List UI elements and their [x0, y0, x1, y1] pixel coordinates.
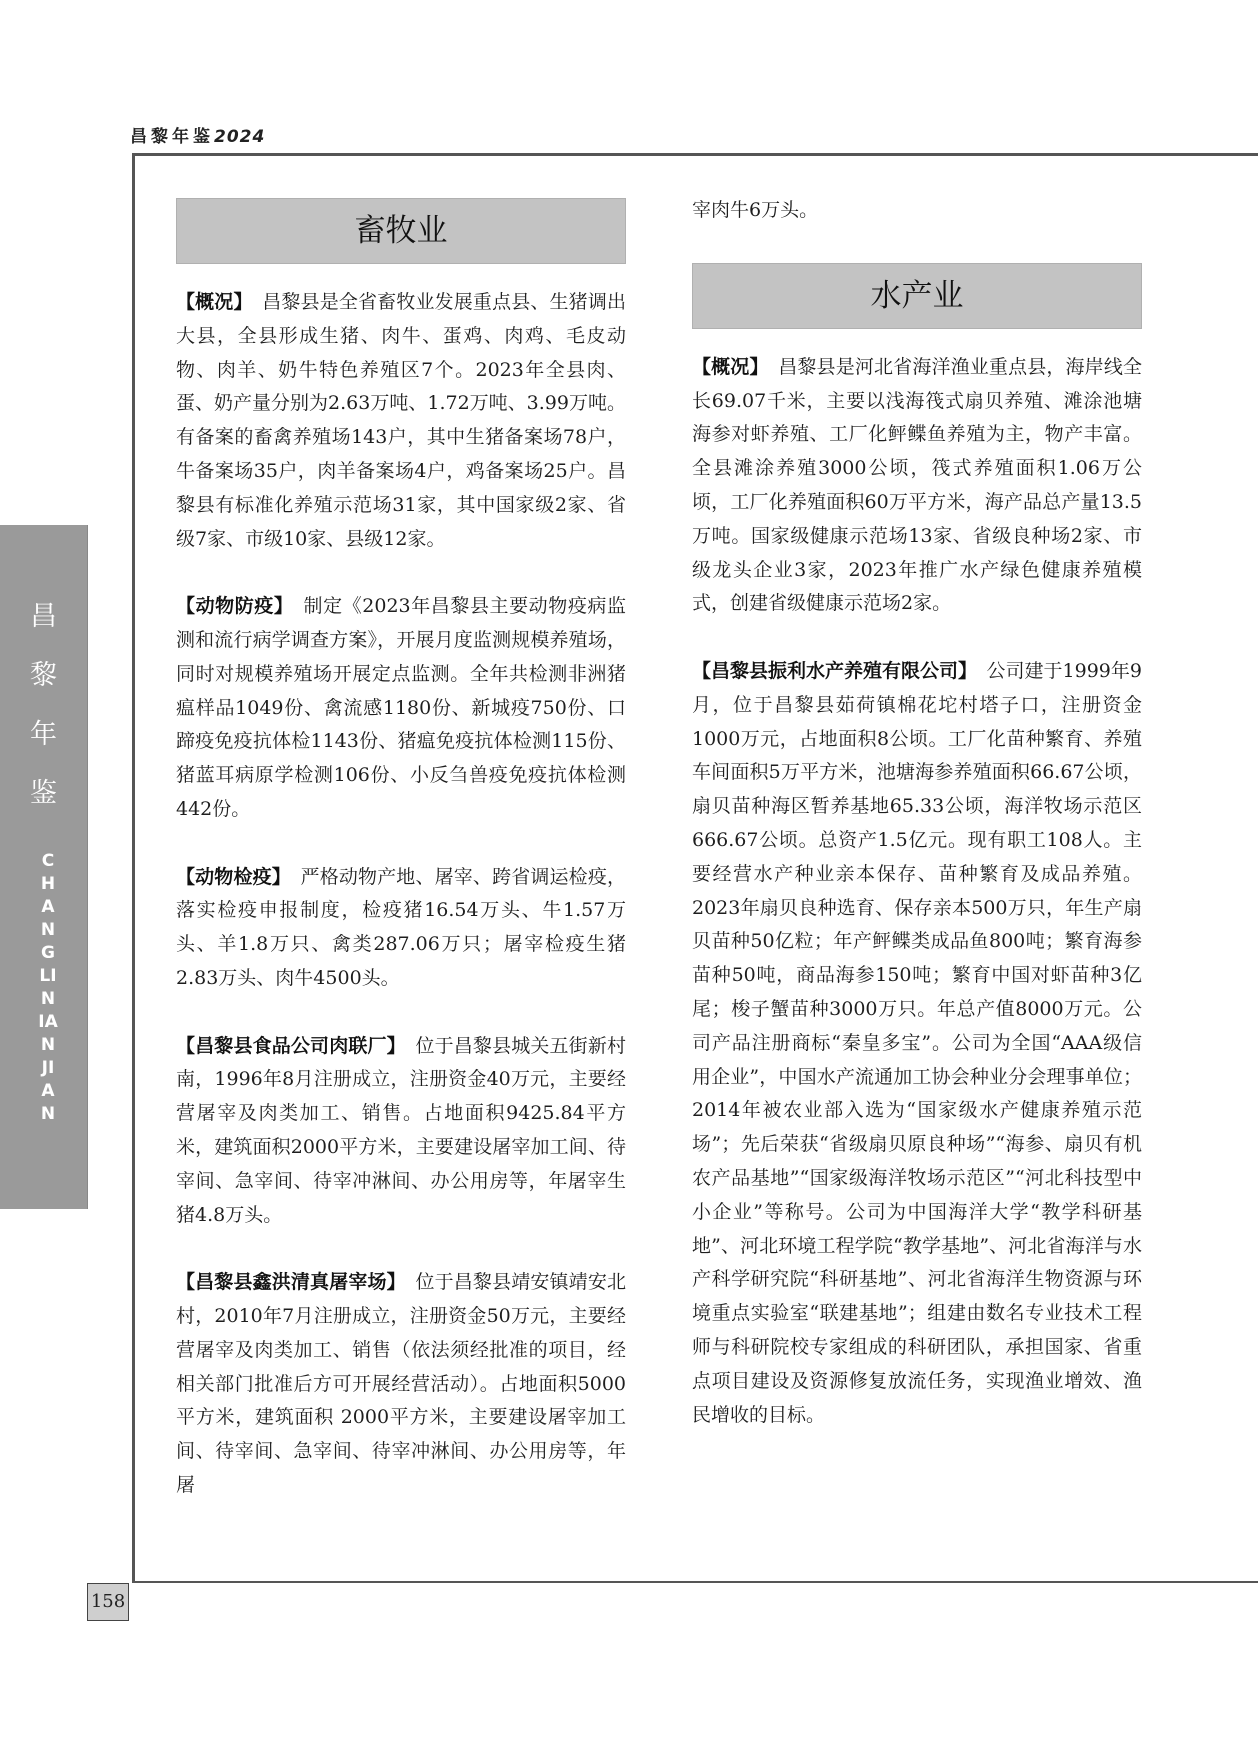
side-tab [0, 525, 88, 1209]
side-char: 年 [30, 719, 57, 750]
section-heading-fishery: 水产业 [692, 263, 1142, 329]
paragraph-tag: 【概况】 [176, 291, 244, 313]
paragraph [692, 655, 1142, 1432]
header-year: 2024 [214, 127, 266, 147]
side-char: 昌 [30, 601, 57, 632]
side-char: 鉴 [30, 778, 57, 809]
continuation-text: 宰肉牛6万头。 [692, 199, 819, 221]
paragraph [176, 1030, 626, 1233]
paragraph-tag: 【昌黎县食品公司肉联厂】 [176, 1034, 397, 1057]
paragraph-text: 严格动物产地、屠宰、跨省调运检疫，落实检疫申报制度，检疫猪16.54万头、牛1.57万头、羊1.8万只、禽类287.06万只；屠宰检疫生猪2.83万头、肉牛4500头。 [176, 865, 626, 989]
side-tab-chinese [0, 587, 87, 823]
running-header [130, 122, 265, 147]
paragraph-text: 位于昌黎县城关五街新村南，1996年8月注册成立，注册资金40万元，主要经营屠宰及肉类加工、销售。占地面积9425.84平方米，建筑面积2000平方米，主要建设屠宰加工间、待宰间、急宰间、待宰冲淋间、办公用房等，年屠宰生猪4.8万头。 [176, 1034, 626, 1226]
footer-rule [132, 1581, 1258, 1583]
paragraph-text: 昌黎县是全省畜牧业发展重点县、生猪调出大县，全县形成生猪、肉牛、蛋鸡、肉鸡、毛皮动物、肉羊、奶牛特色养殖区7个。2023年全县肉、蛋、奶产量分别为2.63万吨、1.72万吨、3.99万吨。有备案的畜禽养殖场143户，其中生猪备案场78户，牛备案场35户，肉羊备案场4户，鸡备案场25户。昌黎县有标准化养殖示范场31家，其中国家级2家、省级7家、市级10家、县级12家。 [176, 291, 626, 550]
section-heading-livestock: 畜牧业 [176, 198, 626, 264]
paragraph-tag: 【昌黎县振利水产养殖有限公司】 [692, 659, 968, 682]
paragraph-text: 制定《2023年昌黎县主要动物疫病监测和流行病学调查方案》，开展月度监测规模养殖场，同时对规模养殖场开展定点监测。全年共检测非洲猪瘟样品1049份、禽流感1180份、新城疫750份、口蹄疫免疫抗体检1143份、猪瘟免疫抗体检测115份、猪蓝耳病原学检测106份、小反刍兽疫免疫抗体检测442份。 [176, 595, 626, 820]
paragraph [176, 286, 626, 556]
paragraph [692, 351, 1142, 621]
header-rule [132, 153, 1258, 156]
paragraph-tag: 【动物防疫】 [176, 595, 284, 618]
side-char: 黎 [30, 660, 57, 691]
paragraph-tag: 【概况】 [692, 355, 760, 378]
right-column [692, 194, 1142, 1432]
paragraph-text: 昌黎县是河北省海洋渔业重点县，海岸线全长69.07千米，主要以浅海筏式扇贝养殖、滩涂池塘海参对虾养殖、工厂化鲆鲽鱼养殖为主，物产丰富。全县滩涂养殖3000公顷，筏式养殖面积1.06万公顷，工厂化养殖面积60万平方米，海产品总产量13.5万吨。国家级健康示范场13家、省级良种场2家、市级龙头企业3家，2023年推广水产绿色健康养殖模式，创建省级健康示范场2家。 [692, 355, 1142, 615]
paragraph-tag: 【昌黎县鑫洪清真屠宰场】 [176, 1271, 397, 1294]
page-number: 158 [87, 1583, 129, 1621]
paragraph-text: 位于昌黎县靖安镇靖安北村，2010年7月注册成立，注册资金50万元，主要经营屠宰及肉类加工、销售（依法须经批准的项目，经相关部门批准后方可开展经营活动）。占地面积5000平方米，建筑面积 2000平方米，主要建设屠宰加工间、待宰间、急宰间、待宰冲淋间、办公用房等，年屠 [176, 1271, 626, 1496]
paragraph [176, 590, 626, 827]
side-tab-pinyin: CHANGLINIANJIAN [38, 851, 58, 1124]
header-title: 昌黎年鉴 [130, 127, 214, 147]
paragraph-text: 公司建于1999年9月，位于昌黎县茹荷镇棉花坨村塔子口，注册资金1000万元，占地面积8公顷。工厂化苗种繁育、养殖车间面积5万平方米，池塘海参养殖面积66.67公顷，扇贝苗种海区暂养基地65.33公顷，海洋牧场示范区666.67公顷。总资产1.5亿元。现有职工108人。主要经营水产种业亲本保存、苗种繁育及成品养殖。2023年扇贝良种选育、保存亲本500万只，年生产扇贝苗种50亿粒；年产鲆鲽类成品鱼800吨；繁育海参苗种50吨，商品海参150吨；繁育中国对虾苗种3亿尾；梭子蟹苗种3000万只。年总产值8000万元。公司产品注册商标“秦皇多宝”。公司为全国“AAA级信用企业”，中国水产流通加工协会种业分会理事单位；2014年被农业部入选为“国家级水产健康养殖示范场”；先后荣获“省级扇贝原良种场”“海参、扇贝有机农产品基地”“国家级海洋牧场示范区”“河北科技型中小企业”等称号。公司为中国海洋大学“教学科研基地”、河北环境工程学院“教学基地”、河北省海洋与水产科学研究院“科研基地”、河北省海洋生物资源与环境重点实验室“联建基地”；组建由数名专业技术工程师与科研院校专家组成的科研团队，承担国家、省重点项目建设及资源修复放流任务，实现渔业增效、渔民增收的目标。 [692, 659, 1142, 1426]
margin-rule [132, 153, 135, 1583]
paragraph [176, 1266, 626, 1503]
paragraph [176, 861, 626, 996]
left-column [176, 198, 626, 1503]
paragraph-tag: 【动物检疫】 [176, 865, 282, 888]
